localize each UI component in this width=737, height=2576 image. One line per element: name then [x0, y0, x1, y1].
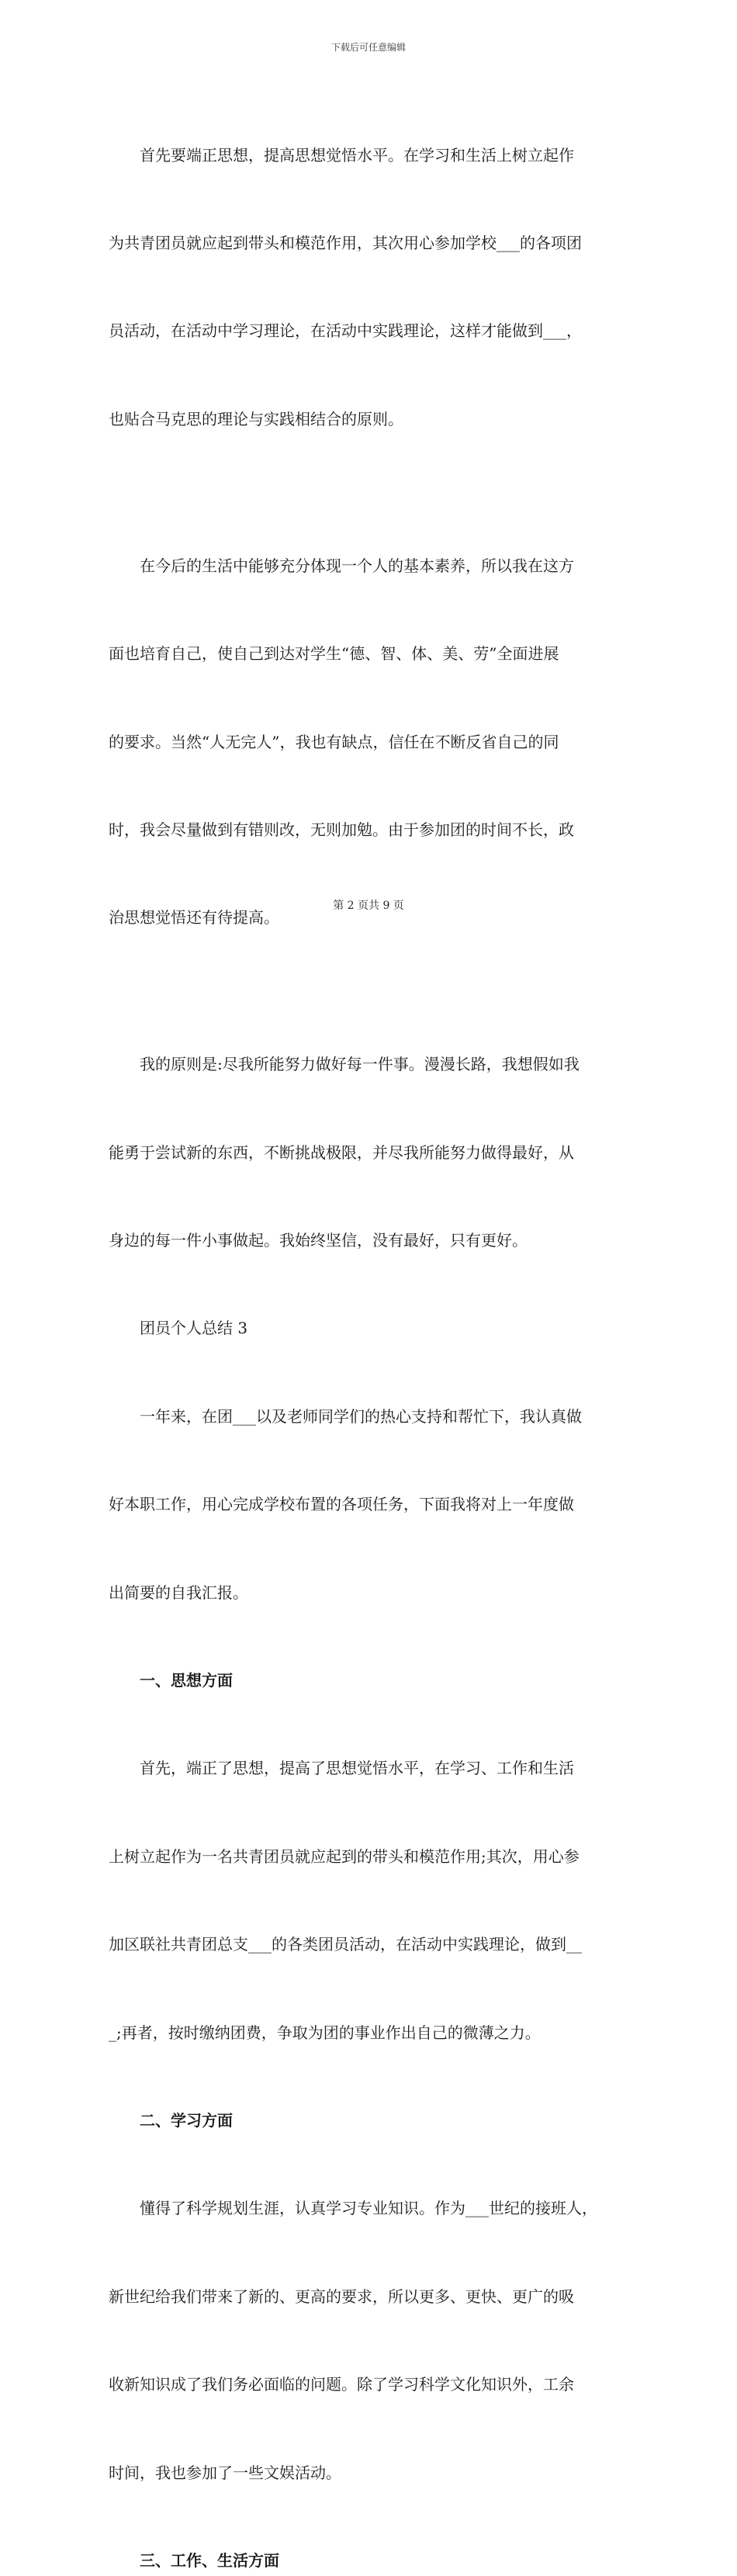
paragraph-2: [109, 493, 636, 992]
text-line: 也贴合马克思的理论与实践相结合的原则。: [109, 409, 403, 428]
text-line: 面也培育自己，使自己到达对学生“德、智、体、美、劳”全面进展: [109, 644, 559, 664]
text-line: 首先，端正了思想，提高了思想觉悟水平，在学习、工作和生活: [140, 1759, 574, 1778]
text-line: 的要求。当然“人无完人”，我也有缺点，信任在不断反省自己的同: [109, 732, 559, 751]
text-line: 一年来，在团___以及老师同学们的热心支持和帮忙下，我认真做: [140, 1406, 582, 1426]
section-title: 团员个人总结 3: [140, 1319, 248, 1338]
text-line: 好本职工作，用心完成学校布置的各项任务，下面我将对上一年度做: [109, 1495, 574, 1514]
text-line: 新世纪给我们带来了新的、更高的要求，所以更多、更快、更广的吸: [109, 2287, 574, 2306]
page-header: 下载后可任意编辑: [330, 42, 406, 53]
text-line: 为共青团员就应起到带头和模范作用，其次用心参加学校___的各项团: [109, 233, 582, 252]
text-line: 上树立起作为一名共青团员就应起到的带头和模范作用;其次，用心参: [109, 1846, 580, 1866]
paragraph-1: [109, 82, 636, 493]
document-body: [109, 82, 636, 2576]
paragraph-4: [109, 1343, 636, 1666]
text-line: 能勇于尝试新的东西，不断挑战极限，并尽我所能努力做得最好，从: [109, 1142, 574, 1162]
text-line: 治思想觉悟还有待提高。: [109, 908, 279, 927]
paragraph-5: [109, 1696, 636, 2106]
text-line: 身边的每一件小事做起。我始终坚信，没有最好，只有更好。: [109, 1231, 528, 1250]
paragraph-3: [109, 992, 636, 1315]
text-line: 在今后的生活中能够充分体现一个人的基本素养，所以我在这方: [140, 556, 574, 575]
text-line: 加区联社共青团总支___的各类团员活动，在活动中实践理论，做到__: [109, 1935, 582, 1954]
text-line: 懂得了科学规划生涯，认真学习专业知识。作为___世纪的接班人，: [140, 2199, 597, 2218]
text-line: 出简要的自我汇报。: [109, 1583, 248, 1602]
text-line: 时，我会尽量做到有错则改，无则加勉。由于参加团的时间不长，政: [109, 820, 574, 839]
text-line: 我的原则是:尽我所能努力做好每一件事。漫漫长路，我想假如我: [140, 1055, 580, 1074]
text-line: 时间，我也参加了一些文娱活动。: [109, 2463, 341, 2482]
page-footer: 第 2 页共 9 页: [333, 900, 404, 912]
heading-ideology: 一、思想方面: [140, 1671, 233, 1690]
text-line: 员活动，在活动中学习理论，在活动中实践理论，这样才能做到___，: [109, 321, 582, 341]
heading-study: 二、学习方面: [140, 2110, 233, 2130]
text-line: 收新知识成了我们务必面临的问题。除了学习科学文化知识外，工余: [109, 2375, 574, 2394]
heading-work-life: 三、工作、生活方面: [140, 2550, 279, 2570]
text-line: _;再者，按时缴纳团费，争取为团的事业作出自己的微薄之力。: [109, 2023, 541, 2042]
text-line: 首先要端正思想，提高思想觉悟水平。在学习和生活上树立起作: [140, 145, 574, 165]
paragraph-6: [109, 2136, 636, 2547]
